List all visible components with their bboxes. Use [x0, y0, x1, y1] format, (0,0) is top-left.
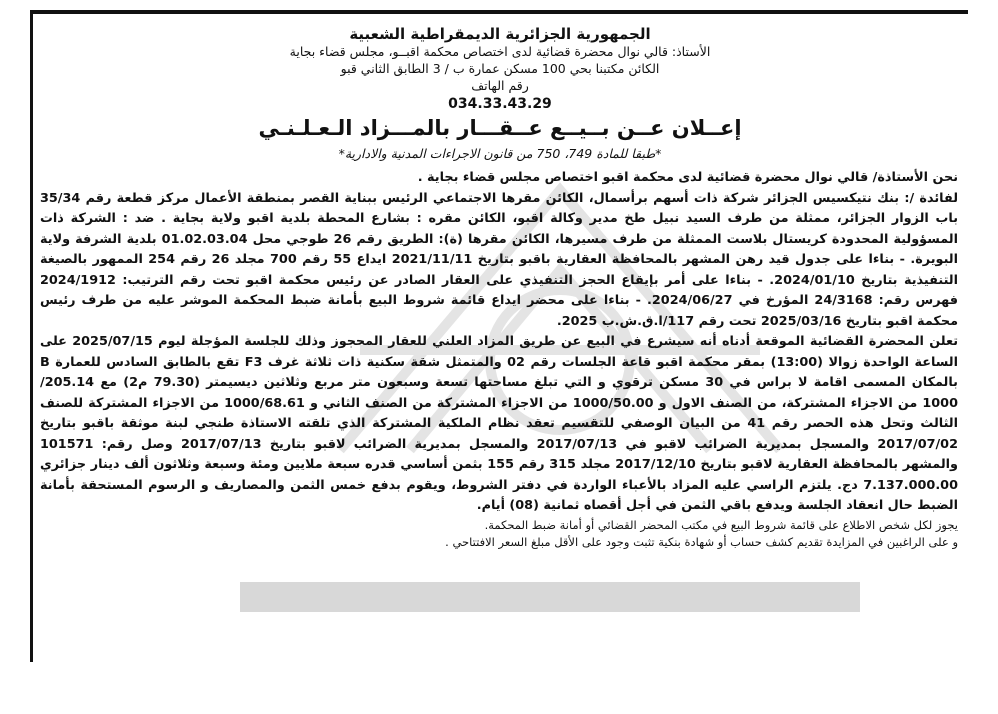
phone-label: رقم الهاتف	[471, 78, 529, 93]
sale-details-paragraph: تعلن المحضرة القضائية الموقعة أدناه أنه سيشرع في البيع عن طريق المزاد العلني للعقار المحجوز وذلك للجلسة المؤجلة ليوم 2025/07/15 على الساعة الواحدة زوالا (13:00) بمقر محكمة اقبو قاعة الجلسات رقم 02 والمتمثل شقة سكنية ذات ثلاثة غرف F3 تقع بالطابق السادس للعمارة B بالمكان المسمى اقامة لا براس في 30 مسكن ترقوي و التي تبلغ مساحتها تسعة وسبعون متر مربع وثلاثين ديسيمتر (79.30 م2) مع 205.14/ 1000 من الاجزاء المشتركة، من الصنف الاول و 1000/50.00 من الاجزاء المشتركة من الصنف الثاني و 1000/68.61 من الاجزاء المشتركة للصنف الثالث وتحل هذه الحصر رقم 41 من البيان الوصفي للتقسيم تعقد نظام الملكية المشتركة الذي تلقته الاستاذة طنجي لبنة موثقة باقبو بتاريخ 2017/07/02 والمسجل بمديرية الضرائب لاقبو في 2017/07/13 والمسجل بمديرية الضرائب لاقبو بتاريخ 2017/07/13 وصل رقم: 101571 والمشهر بالمحافظة العقارية لاقبو بتاريخ 2017/12/10 مجلد 315 رقم 155 بثمن أساسي قدره سبعة ملايين ومئة وسبعة وثلاثون ألف دينار جزائري 7.137.000.00 دج. يلتزم الراسي عليه المزاد بالأعباء الواردة في دفتر الشروط، ويقوم بدفع خمس الثمن والمصاريف و الرسوم المستحقة بأمانة الضبط حال انعقاد الجلسة ويدفع باقي الثمن في أجل أقصاه ثمانية (08) أيام.	[40, 334, 958, 513]
parties-paragraph: لفائدة /: بنك نتيكسيس الجزائر شركة ذات أسهم برأسمال، الكائن مقرها الاجتماعي الرئيس ببناية القصر بمنطقة الأعمال مركز قطعة رقم 35/34 باب الزوار الجزائر، ممثلة من طرف السيد نبيل طخ مدير وكالة اقبو، الكائن مقره : بشارع المحطة بلدية اقبو ولاية بجاية . ضد : الشركة ذات المسؤولية المحدودة كريستال بلاست الممثلة من طرف مسيرها، الكائن مقرها (ة): الطريق رقم 26 طوجي محل 01.02.03.04 بلدية الشرفة ولاية البويرة. - بناءا على جدول قيد رهن المشهر بالمحافظة العقارية باقبو بتاريخ 2021/11/11 ايداع 55 رقم 700 مجلد 26 رقم 254 الممهور بالصيغة التنفيذية بتاريخ 2024/01/10. - بناءا على أمر بإيقاع الحجز التنفيذي على العقار الصادر عن رئيس محكمة اقبو تحت رقم الترتيب: 2024/1912 فهرس رقم: 24/3168 المؤرخ في 2024/06/27. - بناءا على محضر ايداع قائمة شروط البيع بأمانة ضبط المحكمة الموشر عليه من طرف رئيس محكمة اقبو بتاريخ 2025/03/16 تحت رقم 117/ا.ق.ش.ب 2025.	[40, 190, 959, 329]
bailiff-line: الأستاذ: قالي نوال محضرة قضائية لدى اختصاص محكمة اقبــو، مجلس قضاء بجاية	[289, 44, 711, 60]
announcement-title: إعــلان عــن بــيــع عــقـــار بالمـــزاد الـعـلـنـي	[258, 116, 742, 140]
office-address: الكائن مكتبنا بحي 100 مسكن عمارة ب / 3 الطابق الثاني قبو	[340, 61, 660, 77]
republic-heading: الجمهورية الجزائرية الديمقراطية الشعبية	[349, 25, 651, 43]
phone-line	[60, 78, 940, 114]
phone-number: 034.33.43.29	[448, 95, 552, 112]
conditions-note: يجوز لكل شخص الاطلاع على قائمة شروط البيع في مكتب المحضر القضائي أو أمانة ضبط المحكمة.	[484, 517, 958, 532]
bidders-note: و على الراغبين في المزايدة تقديم كشف حساب أو شهادة بنكية تثبت وجود على الأقل مبلغ السعر الافتتاحي .	[445, 534, 958, 549]
legal-basis-subtitle: *طبقا للمادة 749، 750 من قانون الاجراءات المدنية والادارية*	[338, 146, 662, 161]
scan-smudge	[240, 572, 860, 622]
announcement-body	[40, 168, 958, 551]
intro-paragraph: نحن الأستاذة/ قالي نوال محضرة قضائية لدى محكمة اقبو اختصاص مجلس قضاء بجاية .	[417, 170, 958, 185]
document-header	[60, 24, 940, 114]
